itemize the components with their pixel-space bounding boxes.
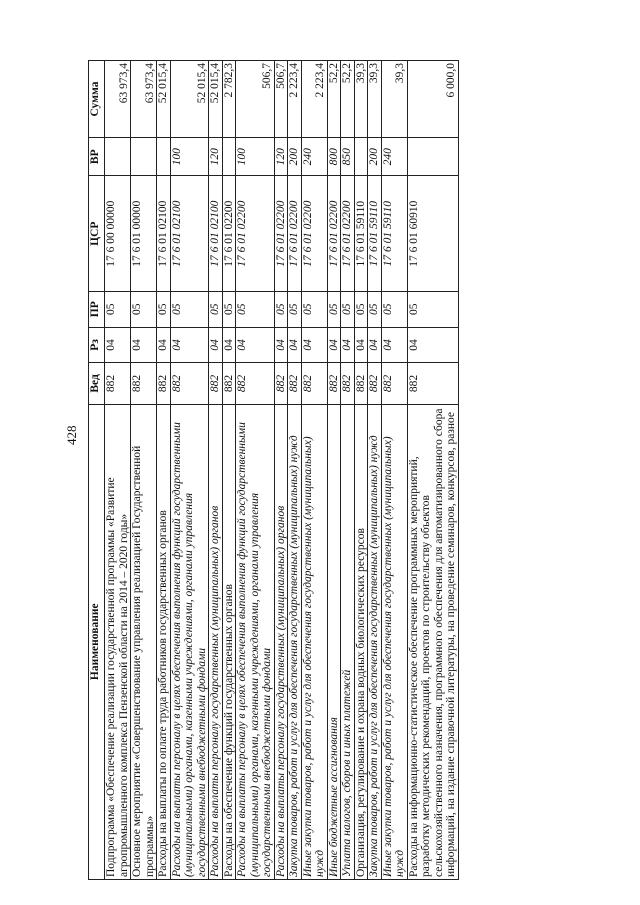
cell-rz: 04 — [236, 327, 275, 363]
cell-pr: 05 — [236, 291, 275, 327]
cell-ved: 882 — [368, 363, 382, 404]
table-row — [209, 61, 223, 880]
cell-vr: 800 — [327, 138, 341, 176]
cell-vr — [354, 138, 368, 176]
cell-name: Иные закупки товаров, работ и услуг для обеспечения государственных (муниципальных) нужд — [301, 404, 327, 879]
table-row — [288, 61, 302, 880]
cell-csr: 17 6 01 60910 — [407, 176, 458, 291]
cell-name: Основное мероприятие «Совершенствование управления реализацией Государственной программы» — [131, 404, 157, 879]
cell-csr: 17 6 01 02100 — [157, 176, 171, 291]
cell-name: Закупка товаров, работ и услуг для обеспечения государственных (муниципальных) нужд — [288, 404, 302, 879]
cell-name: Расходы на выплаты персоналу государственных (муниципальных) органов — [209, 404, 223, 879]
cell-vr — [131, 138, 157, 176]
header-name: Наименование — [89, 404, 105, 879]
cell-rz: 04 — [209, 327, 223, 363]
cell-pr: 05 — [209, 291, 223, 327]
table-row — [105, 61, 131, 880]
cell-rz: 04 — [354, 327, 368, 363]
cell-pr: 05 — [288, 291, 302, 327]
cell-rz: 04 — [222, 327, 236, 363]
cell-rz: 04 — [288, 327, 302, 363]
table-row — [170, 61, 209, 880]
cell-pr: 05 — [381, 291, 407, 327]
cell-pr: 05 — [301, 291, 327, 327]
cell-name: Расходы на выплаты персоналу в целях обеспечения выполнения функций государственными (муниципальными) органами, казенными учреждениями, органами управления государственными внебюджетными фондами — [236, 404, 275, 879]
cell-csr: 17 6 01 59110 — [354, 176, 368, 291]
cell-csr: 17 6 01 02100 — [209, 176, 223, 291]
cell-rz: 04 — [170, 327, 209, 363]
cell-sum: 52 015,4 — [170, 61, 209, 138]
cell-name: Закупка товаров, работ и услуг для обеспечения государственных (муниципальных) нужд — [368, 404, 382, 879]
cell-name: Иные закупки товаров, работ и услуг для обеспечения государственных (муниципальных) нужд — [381, 404, 407, 879]
cell-csr: 17 6 01 02200 — [341, 176, 355, 291]
cell-rz: 04 — [327, 327, 341, 363]
cell-csr: 17 6 01 00000 — [131, 176, 157, 291]
cell-sum: 506,7 — [274, 61, 288, 138]
cell-csr: 17 6 01 02200 — [222, 176, 236, 291]
cell-rz: 04 — [301, 327, 327, 363]
table-row — [368, 61, 382, 880]
cell-sum: 39,3 — [354, 61, 368, 138]
cell-sum: 506,7 — [236, 61, 275, 138]
cell-vr: 100 — [236, 138, 275, 176]
cell-ved: 882 — [341, 363, 355, 404]
cell-sum: 39,3 — [381, 61, 407, 138]
cell-vr — [222, 138, 236, 176]
cell-sum: 2 223,4 — [288, 61, 302, 138]
cell-ved: 882 — [327, 363, 341, 404]
table-row — [381, 61, 407, 880]
cell-pr: 05 — [407, 291, 458, 327]
cell-sum: 63 973,4 — [131, 61, 157, 138]
table-row — [327, 61, 341, 880]
cell-ved: 882 — [209, 363, 223, 404]
cell-sum: 2 782,3 — [222, 61, 236, 138]
cell-name: Расходы на информационно-статистическое обеспечение программных мероприятий, разработку методических рекомендаций, проектов по строительству объектов сельскохозяйственного назначения, программного обеспечения для автоматизированного сбора информаций, на издание справочной литературы, на проведение семинаров, конкурсов, разное — [407, 404, 458, 879]
header-ved: Вед — [89, 363, 105, 404]
cell-ved: 882 — [236, 363, 275, 404]
cell-sum: 52,2 — [327, 61, 341, 138]
cell-pr: 05 — [341, 291, 355, 327]
cell-rz: 04 — [407, 327, 458, 363]
cell-vr — [105, 138, 131, 176]
cell-vr: 120 — [274, 138, 288, 176]
cell-csr: 17 6 01 59110 — [368, 176, 382, 291]
cell-vr: 240 — [301, 138, 327, 176]
header-vr: ВР — [89, 138, 105, 176]
cell-vr: 200 — [368, 138, 382, 176]
cell-ved: 882 — [131, 363, 157, 404]
cell-vr — [157, 138, 171, 176]
cell-pr: 05 — [274, 291, 288, 327]
cell-ved: 882 — [301, 363, 327, 404]
cell-name: Уплата налогов, сборов и иных платежей — [341, 404, 355, 879]
rotated-page-content — [88, 60, 568, 880]
table-header-row — [89, 61, 105, 880]
cell-vr: 240 — [381, 138, 407, 176]
cell-csr: 17 6 01 02200 — [274, 176, 288, 291]
cell-name: Организация, регулирование и охрана водных биологических ресурсов — [354, 404, 368, 879]
cell-pr: 05 — [157, 291, 171, 327]
cell-ved: 882 — [381, 363, 407, 404]
cell-pr: 05 — [354, 291, 368, 327]
cell-ved: 882 — [222, 363, 236, 404]
cell-ved: 882 — [274, 363, 288, 404]
cell-sum: 63 973,4 — [105, 61, 131, 138]
table-row — [341, 61, 355, 880]
cell-csr: 17 6 01 02200 — [236, 176, 275, 291]
cell-ved: 882 — [407, 363, 458, 404]
cell-vr: 100 — [170, 138, 209, 176]
cell-ved: 882 — [354, 363, 368, 404]
cell-pr: 05 — [170, 291, 209, 327]
cell-vr: 850 — [341, 138, 355, 176]
cell-vr: 120 — [209, 138, 223, 176]
header-pr: ПР — [89, 291, 105, 327]
cell-pr: 05 — [368, 291, 382, 327]
cell-csr: 17 6 01 02200 — [288, 176, 302, 291]
cell-rz: 04 — [157, 327, 171, 363]
cell-pr: 05 — [105, 291, 131, 327]
cell-rz: 04 — [341, 327, 355, 363]
cell-csr: 17 6 01 02200 — [327, 176, 341, 291]
cell-ved: 882 — [170, 363, 209, 404]
cell-sum: 52 015,4 — [157, 61, 171, 138]
cell-rz: 04 — [131, 327, 157, 363]
cell-sum: 39,3 — [368, 61, 382, 138]
header-csr: ЦСР — [89, 176, 105, 291]
table-row — [222, 61, 236, 880]
cell-csr: 17 6 00 00000 — [105, 176, 131, 291]
cell-name: Подпрограмма «Обеспечение реализации государственной программы «Развитие агропромышленного комплекса Пензенской области на 2014 – 2020 годы» — [105, 404, 131, 879]
cell-rz: 04 — [274, 327, 288, 363]
cell-name: Расходы на выплаты по оплате труда работников государственных органов — [157, 404, 171, 879]
table-row — [236, 61, 275, 880]
cell-ved: 882 — [288, 363, 302, 404]
cell-name: Иные бюджетные ассигнования — [327, 404, 341, 879]
cell-pr: 05 — [222, 291, 236, 327]
cell-csr: 17 6 01 02100 — [170, 176, 209, 291]
cell-name: Расходы на обеспечение функций государственных органов — [222, 404, 236, 879]
cell-rz: 04 — [368, 327, 382, 363]
cell-csr: 17 6 01 02200 — [301, 176, 327, 291]
page-number: 428 — [64, 425, 79, 445]
table-row — [407, 61, 458, 880]
header-rz: Рз — [89, 327, 105, 363]
header-sum: Сумма — [89, 61, 105, 138]
table-row — [354, 61, 368, 880]
table-row — [301, 61, 327, 880]
cell-vr: 200 — [288, 138, 302, 176]
cell-csr: 17 6 01 59110 — [381, 176, 407, 291]
cell-rz: 04 — [105, 327, 131, 363]
table-row — [157, 61, 171, 880]
table-row — [274, 61, 288, 880]
cell-name: Расходы на выплаты персоналу в целях обеспечения выполнения функций государственными (муниципальными) органами, казенными учреждениями, органами управления государственными внебюджетными фондами — [170, 404, 209, 879]
cell-vr — [407, 138, 458, 176]
table-body — [105, 61, 459, 880]
cell-sum: 6 000,0 — [407, 61, 458, 138]
cell-sum: 2 223,4 — [301, 61, 327, 138]
cell-name: Расходы на выплаты персоналу государственных (муниципальных) органов — [274, 404, 288, 879]
budget-table — [88, 60, 459, 880]
cell-pr: 05 — [131, 291, 157, 327]
table-row — [131, 61, 157, 880]
cell-ved: 882 — [105, 363, 131, 404]
cell-pr: 05 — [327, 291, 341, 327]
cell-sum: 52 015,4 — [209, 61, 223, 138]
cell-ved: 882 — [157, 363, 171, 404]
cell-rz: 04 — [381, 327, 407, 363]
cell-sum: 52,2 — [341, 61, 355, 138]
